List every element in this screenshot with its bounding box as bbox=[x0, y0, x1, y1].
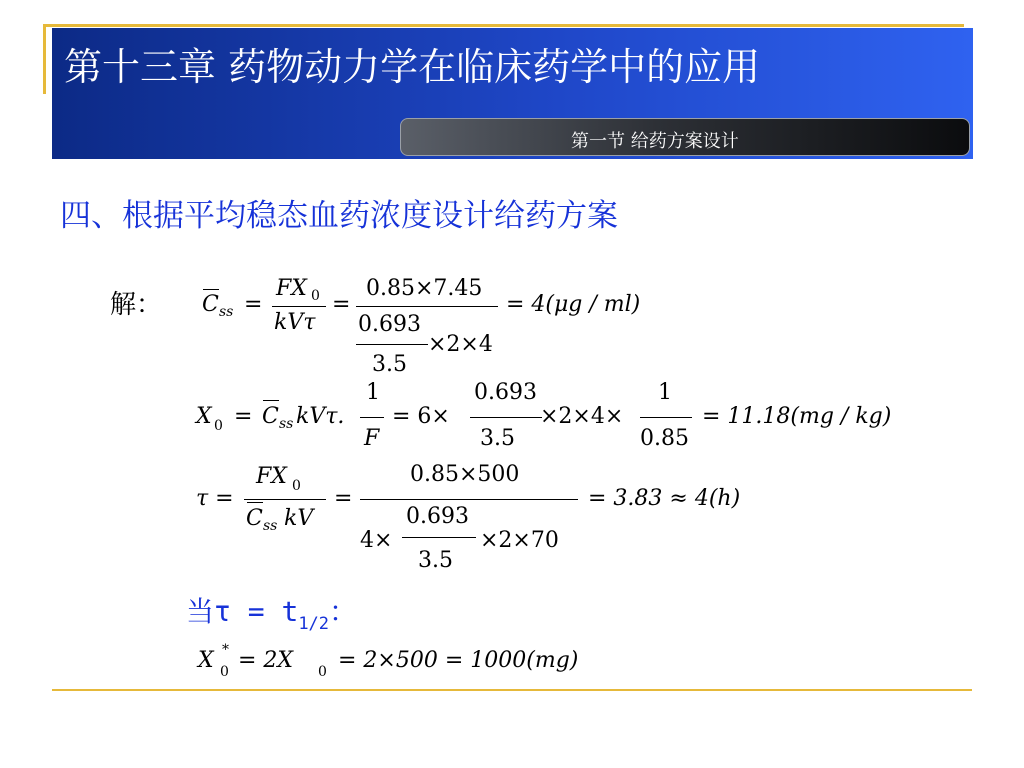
formula2-f3-num: 1 bbox=[658, 380, 672, 405]
section-label: 第一节 给药方案设计 bbox=[571, 131, 739, 152]
formula4-x: X bbox=[198, 648, 214, 673]
formula4-rest2: = 2×500 = 1000(mg) bbox=[338, 648, 579, 673]
title-banner bbox=[52, 28, 973, 159]
formula2-x: X bbox=[196, 404, 212, 429]
formula2-mid2: ×2×4× bbox=[540, 404, 624, 429]
condition-sub: 1/2 bbox=[298, 614, 330, 634]
formula-tau bbox=[196, 462, 796, 580]
formula2-eq: = bbox=[234, 404, 253, 429]
formula3-f1-den-c: C bbox=[246, 506, 263, 531]
formula2-f1-den: F bbox=[364, 426, 380, 451]
formula3-lhs: τ = bbox=[196, 486, 234, 511]
formula3-f2-den-den: 3.5 bbox=[418, 548, 453, 573]
formula2-f3-den: 0.85 bbox=[640, 426, 689, 451]
formula-css bbox=[200, 274, 660, 384]
formula3-f2-den-post: ×2×70 bbox=[480, 528, 559, 553]
formula3-eq: = bbox=[334, 486, 353, 511]
formula3-f1-num-sub: 0 bbox=[292, 478, 301, 494]
formula4-sup: * bbox=[222, 642, 229, 658]
formula3-result: = 3.83 ≈ 4(h) bbox=[588, 486, 741, 511]
bottom-accent-rule bbox=[52, 689, 972, 691]
formula1-result: = 4(μg / ml) bbox=[506, 292, 641, 317]
condition-tau: τ = t bbox=[214, 595, 299, 628]
chapter-title: 第十三章 药物动力学在临床药学中的应用 bbox=[64, 45, 761, 89]
formula3-f1-den-ss: ss bbox=[263, 518, 278, 534]
formula1-eq: = bbox=[244, 292, 263, 317]
formula2-c: C bbox=[262, 404, 279, 429]
formula3-f1-den-rest: kV bbox=[284, 506, 314, 531]
left-accent-rule bbox=[43, 24, 46, 94]
formula1-f2-den-rest: ×2×4 bbox=[428, 332, 493, 357]
section-heading: 四、根据平均稳态血药浓度设计给药方案 bbox=[60, 198, 618, 234]
formula2-result: = 11.18(mg / kg) bbox=[702, 404, 892, 429]
formula1-f1-num-sub: 0 bbox=[311, 288, 320, 304]
condition-colon: ： bbox=[329, 595, 358, 628]
formula3-f2-den-num: 0.693 bbox=[406, 504, 469, 529]
formula1-f2-den-den: 3.5 bbox=[372, 352, 407, 377]
formula4-sub2: 0 bbox=[318, 664, 327, 680]
formula1-c: C bbox=[202, 292, 219, 317]
formula-x0-star bbox=[198, 642, 678, 688]
formula2-mid: = 6× bbox=[392, 404, 450, 429]
formula2-x-sub: 0 bbox=[214, 418, 223, 434]
formula1-f1-num: FX bbox=[276, 276, 307, 301]
formula2-rest: kVτ. bbox=[296, 404, 345, 429]
formula2-f2-den: 3.5 bbox=[480, 426, 515, 451]
formula-x0 bbox=[196, 380, 916, 460]
formula3-f2-den-pre: 4× bbox=[360, 528, 393, 553]
top-accent-rule bbox=[43, 24, 964, 27]
formula3-f2-num: 0.85×500 bbox=[410, 462, 520, 487]
formula2-ss: ss bbox=[279, 416, 294, 432]
formula1-f1-den: kVτ bbox=[274, 310, 316, 335]
formula1-eq2: = bbox=[332, 292, 351, 317]
condition-prefix: 当 bbox=[186, 595, 215, 628]
formula1-ss: ss bbox=[219, 304, 234, 320]
formula3-f1-num: FX bbox=[256, 464, 287, 489]
formula4-rest1: = 2X bbox=[238, 648, 294, 673]
formula4-sub: 0 bbox=[220, 664, 229, 680]
section-tab bbox=[400, 118, 970, 156]
formula1-f2-den-num: 0.693 bbox=[358, 312, 421, 337]
formula2-f1-num: 1 bbox=[366, 380, 380, 405]
solve-label: 解： bbox=[110, 290, 163, 320]
formula2-f2-num: 0.693 bbox=[474, 380, 537, 405]
formula1-f2-num: 0.85×7.45 bbox=[366, 276, 483, 301]
condition-line bbox=[186, 590, 358, 634]
